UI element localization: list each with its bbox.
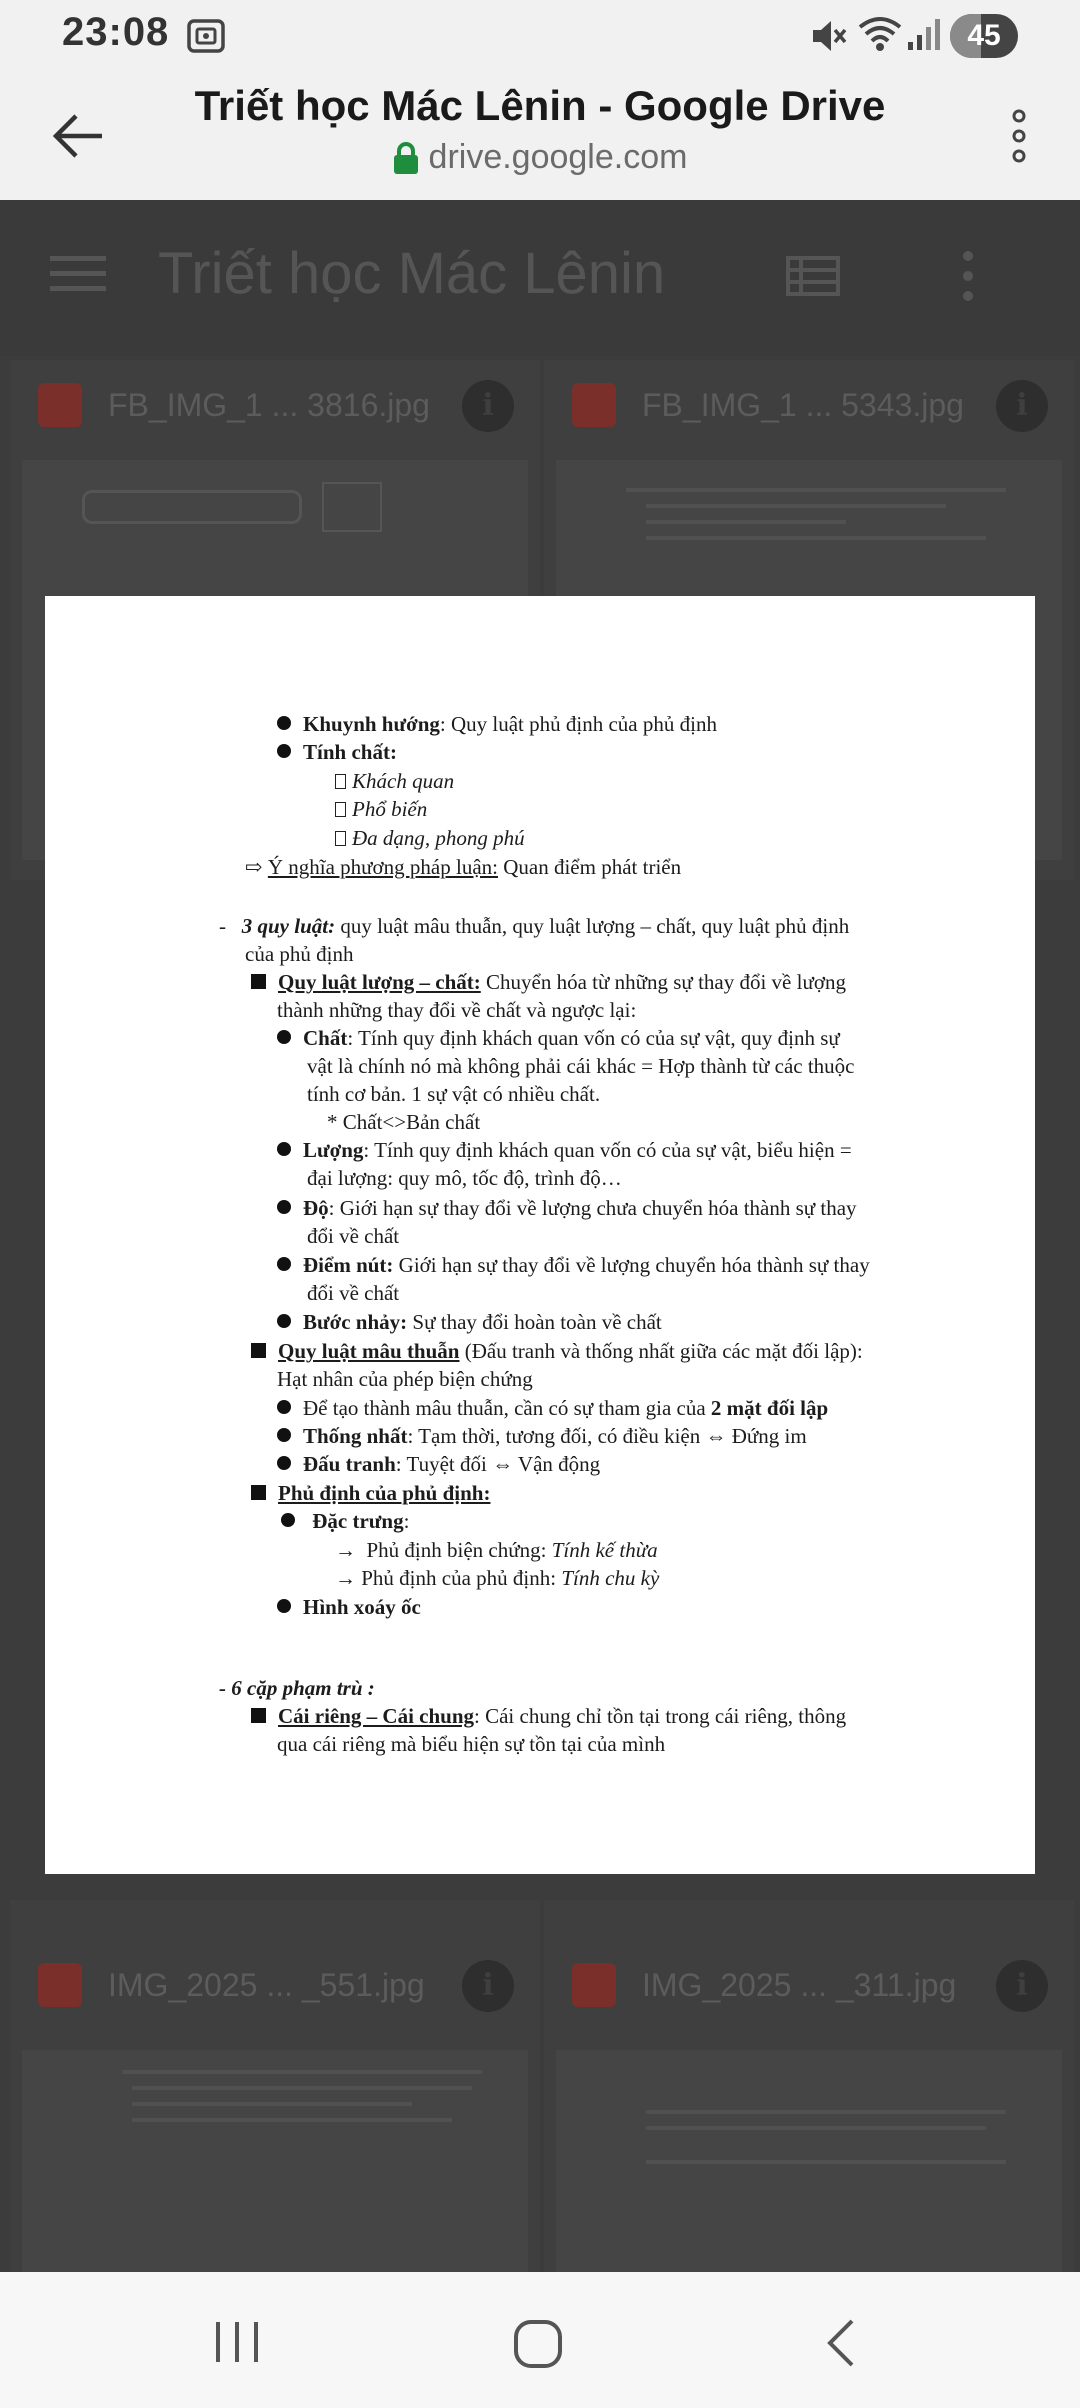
info-icon: i — [996, 1960, 1048, 2012]
menu-icon — [50, 254, 106, 299]
back-button[interactable] — [40, 98, 116, 174]
url-row[interactable] — [150, 138, 930, 177]
drive-header — [0, 200, 1080, 356]
document-page: Khuynh hướng: Quy luật phủ định của phủ định Tính chất: Khách quan Phổ biến Đa dạng, phong phú ⇨ Ý nghĩa phương pháp luận: Quan điểm phát triển - 3 quy luật: quy luật mâu thuẫn, quy luật lượng – chất, quy luật phủ định của phủ định Quy luật lượng – chất: Chuyển hóa từ những sự thay đổi về lượng thành những thay đổi về chất và ngược lại: Chất: Tính quy định khách quan vốn có của sự vật, quy định sự vật là chính nó mà không phải cái khác = Hợp thành từ các thuộc tính cơ bản. 1 sự vật có nhiều chất. * Chất<>Bản chất Lượng: Tính quy định khách quan vốn có của sự vật, biểu hiện = đại lượng: quy mô, tốc độ, trình độ… Độ: Giới hạn sự thay đổi về lượng chưa chuyển hóa thành sự thay đổi về chất Điểm nút: Giới hạn sự thay đổi về lượng chuyển hóa thành sự thay đổi về chất Bước nhảy: Sự thay đổi hoàn toàn về chất Quy luật mâu thuẫn (Đấu tranh và thống nhất giữa các mặt đối lập): Hạt nhân của phép biện chứng Để tạo thành mâu thuẫn, cần có sự tham gia của 2 mặt đối lập Thống nhất: Tạm thời, tương đối, có điều kiện ⇔ Đứng im Đấu tranh: Tuyệt đối ⇔ Vận động Phủ định của phủ định: Đặc trưng: → Phủ định biện chứng: Tính kế thừa → Phủ định của phủ định: Tính chu kỳ Hình xoáy ốc - 6 cặp phạm trù : Cái riêng – Cái chung: Cái chung chỉ tồn tại trong cái riêng, thông qua cái riêng mà biểu hiện sự tồn tại của mình — [219, 712, 870, 1756]
file-thumbnail — [556, 2050, 1062, 2272]
screenshot-notification-icon — [186, 18, 226, 59]
mute-icon — [808, 16, 848, 61]
system-back-button[interactable] — [824, 2318, 858, 2373]
home-button[interactable] — [512, 2318, 564, 2375]
status-time: 23:08 — [62, 10, 170, 54]
info-icon: i — [462, 380, 514, 432]
battery-indicator — [950, 14, 1018, 58]
more-vert-icon — [960, 250, 976, 307]
system-navigation-bar — [0, 2272, 1080, 2408]
folder-title: Triết học Mác Lênin — [158, 241, 666, 306]
recent-apps-button[interactable] — [212, 2320, 262, 2369]
more-vert-icon — [1011, 108, 1027, 164]
battery-level: 45 — [967, 19, 1001, 52]
image-preview[interactable] — [45, 596, 1035, 1874]
image-file-icon — [38, 383, 82, 427]
info-icon: i — [996, 380, 1048, 432]
arrow-back-icon — [50, 112, 106, 160]
info-icon: i — [462, 1960, 514, 2012]
file-name: FB_IMG_1 ... 5343.jpg — [642, 386, 964, 423]
file-card — [544, 1900, 1074, 2272]
recents-icon — [212, 2320, 262, 2364]
image-file-icon — [572, 383, 616, 427]
file-card — [10, 1900, 540, 2272]
signal-icon — [906, 16, 942, 57]
file-name: FB_IMG_1 ... 3816.jpg — [108, 386, 430, 423]
home-icon — [512, 2318, 564, 2370]
image-file-icon — [572, 1963, 616, 2007]
browser-top-bar — [0, 72, 1080, 200]
more-options-button[interactable] — [994, 98, 1044, 174]
lock-icon — [393, 141, 419, 175]
wifi-icon — [858, 14, 902, 59]
list-view-icon — [786, 256, 840, 301]
page-title: Triết học Mác Lênin - Google Drive — [194, 82, 886, 129]
status-bar — [0, 0, 1080, 72]
file-name: IMG_2025 ... _311.jpg — [642, 1966, 957, 2003]
file-thumbnail — [22, 2050, 528, 2272]
image-file-icon — [38, 1963, 82, 2007]
file-name: IMG_2025 ... _551.jpg — [108, 1966, 425, 2003]
chevron-back-icon — [824, 2318, 858, 2368]
url-text: drive.google.com — [428, 138, 688, 176]
